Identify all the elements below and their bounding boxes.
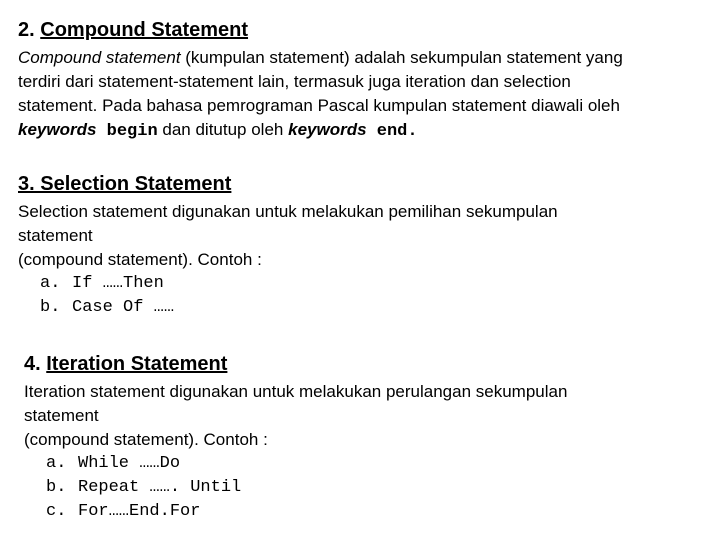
heading-number: 2. — [18, 19, 41, 41]
list-item-text: Case Of …… — [72, 298, 175, 317]
section-iteration-statement — [24, 352, 720, 524]
paragraph-line-2: terdiri dari statement-statement lain, termasuk juga iteration dan selection — [18, 72, 571, 91]
paragraph-line-1: Iteration statement digunakan untuk melakukan perulangan sekumpulan — [24, 382, 568, 401]
compound-paragraph — [18, 46, 718, 144]
heading-title: Iteration Statement — [46, 353, 228, 375]
line-text: dan ditutup oleh — [157, 120, 289, 139]
list-marker: a. — [40, 274, 61, 293]
paragraph-line-4 — [18, 118, 718, 144]
list-item — [40, 296, 718, 320]
list-item — [46, 476, 720, 500]
list-item-text: Repeat ……. Until — [78, 478, 242, 497]
list-marker: b. — [46, 478, 67, 497]
iteration-paragraph — [24, 380, 720, 452]
heading-number: 4. — [24, 353, 47, 375]
list-item — [46, 452, 720, 476]
paragraph-line-3: (compound statement). Contoh : — [24, 430, 268, 449]
paragraph-line-3: (compound statement). Contoh : — [18, 250, 262, 269]
selection-paragraph — [18, 200, 718, 272]
italic-term: Compound statement — [18, 48, 181, 67]
keyword-term-1: keywords — [18, 120, 97, 139]
keyword-term-2: keywords — [288, 120, 367, 139]
section-compound-statement — [18, 18, 718, 144]
list-item-text: If ……Then — [72, 274, 164, 293]
iteration-example-list — [46, 452, 720, 524]
section-selection-statement — [18, 172, 718, 320]
list-marker: a. — [46, 454, 67, 473]
paragraph-line-1: Selection statement digunakan untuk melakukan pemilihan sekumpulan — [18, 202, 558, 221]
code-begin: begin — [96, 122, 158, 141]
paragraph-line-3: statement. Pada bahasa pemrograman Pascal kumpulan statement diawali oleh — [18, 96, 620, 115]
list-marker: c. — [46, 502, 67, 521]
heading-selection-statement — [18, 172, 718, 196]
selection-example-list — [40, 272, 718, 320]
list-item-text: While ……Do — [78, 454, 181, 473]
heading-title: 3. Selection Statement — [18, 173, 232, 195]
paragraph-line-2: statement — [18, 226, 93, 245]
heading-compound-statement — [18, 18, 718, 42]
paragraph-line-1 — [18, 46, 718, 70]
paragraph-line-2: statement — [24, 406, 99, 425]
list-item — [40, 272, 718, 296]
code-end: end. — [366, 122, 418, 141]
list-item — [46, 500, 720, 524]
heading-iteration-statement — [24, 352, 720, 376]
heading-title: Compound Statement — [40, 19, 249, 41]
list-item-text: For……End.For — [78, 502, 201, 521]
line-text: (kumpulan statement) adalah sekumpulan statement yang — [180, 48, 623, 67]
list-marker: b. — [40, 298, 61, 317]
